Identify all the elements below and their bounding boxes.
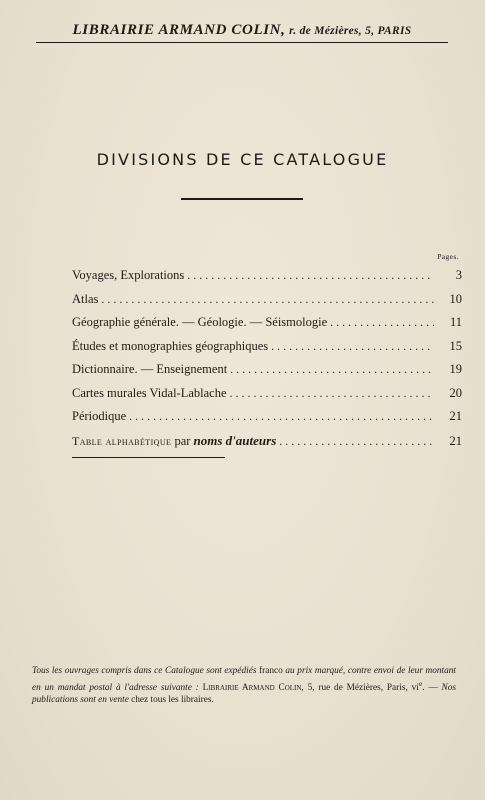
publisher-address: r. de Mézières, 5, PARIS xyxy=(289,25,412,37)
index-title-underline xyxy=(72,457,225,458)
toc-entry xyxy=(72,386,462,410)
note-publisher: Librairie Armand Colin, xyxy=(202,682,304,693)
note-text: chez tous les libraires. xyxy=(131,695,214,706)
toc-entry-label: Études et monographies géographiques xyxy=(72,338,269,353)
page-title: DIVISIONS DE CE CATALOGUE xyxy=(96,150,389,169)
note-text: au prix marqué, contre envoi de leur montant en un mandat postal à l'adresse suivante : xyxy=(32,666,457,693)
toc-entry-page: 3 xyxy=(455,268,462,282)
toc-entry-label: Dictionnaire. — Enseignement xyxy=(72,362,228,376)
index-title: Table alphabétique xyxy=(72,433,172,448)
leader-dots xyxy=(330,315,434,330)
toc-entry-label xyxy=(72,433,276,449)
index-connector: par xyxy=(174,433,191,448)
pages-column-label: Pages. xyxy=(437,252,459,261)
toc-entry xyxy=(72,409,462,433)
toc-entry-page: 21 xyxy=(449,409,462,423)
note-text: Tous les ouvrages compris dans ce Catalogue sont expédiés xyxy=(32,666,257,676)
leader-dots xyxy=(271,339,434,354)
title-rule xyxy=(181,198,303,200)
toc-entry-label: Voyages, Explorations xyxy=(72,268,185,282)
index-subject: noms d'auteurs xyxy=(193,432,277,448)
toc-entry-page: 11 xyxy=(449,315,462,329)
leader-dots xyxy=(187,268,434,283)
note-superscript: e xyxy=(418,678,423,688)
note-address: 5, rue de Mézières, Paris, vi xyxy=(307,682,419,693)
publisher-header xyxy=(36,22,448,39)
header-rule xyxy=(36,42,448,43)
toc-entry-page: 20 xyxy=(449,385,462,400)
leader-dots xyxy=(279,434,434,449)
note-text: . — xyxy=(422,682,438,693)
toc-entry-page: 21 xyxy=(449,433,462,448)
leader-dots xyxy=(129,409,434,424)
toc-entry xyxy=(72,362,462,386)
publisher-name: LIBRAIRIE ARMAND COLIN, xyxy=(72,22,286,38)
toc-entry-label: Cartes murales Vidal-Lablache xyxy=(72,385,227,400)
toc-entry xyxy=(72,339,462,363)
table-of-contents xyxy=(72,268,462,456)
leader-dots xyxy=(101,292,434,307)
toc-entry-page: 10 xyxy=(449,291,462,306)
note-text: Nos publications sont en vente xyxy=(32,682,457,706)
toc-entry xyxy=(72,268,462,292)
toc-entry-page: 19 xyxy=(449,362,462,376)
ordering-note xyxy=(32,665,456,707)
toc-entry-page: 15 xyxy=(449,338,462,353)
toc-entry xyxy=(72,292,462,316)
toc-entry-label: Périodique xyxy=(72,409,127,423)
note-text: franco xyxy=(259,666,283,676)
toc-entry-label: Géographie générale. — Géologie. — Séismologie xyxy=(72,315,328,329)
toc-entry-author-index xyxy=(72,433,462,457)
toc-entry xyxy=(72,315,462,339)
leader-dots xyxy=(230,362,434,377)
leader-dots xyxy=(230,386,434,401)
toc-entry-label: Atlas xyxy=(72,291,99,306)
